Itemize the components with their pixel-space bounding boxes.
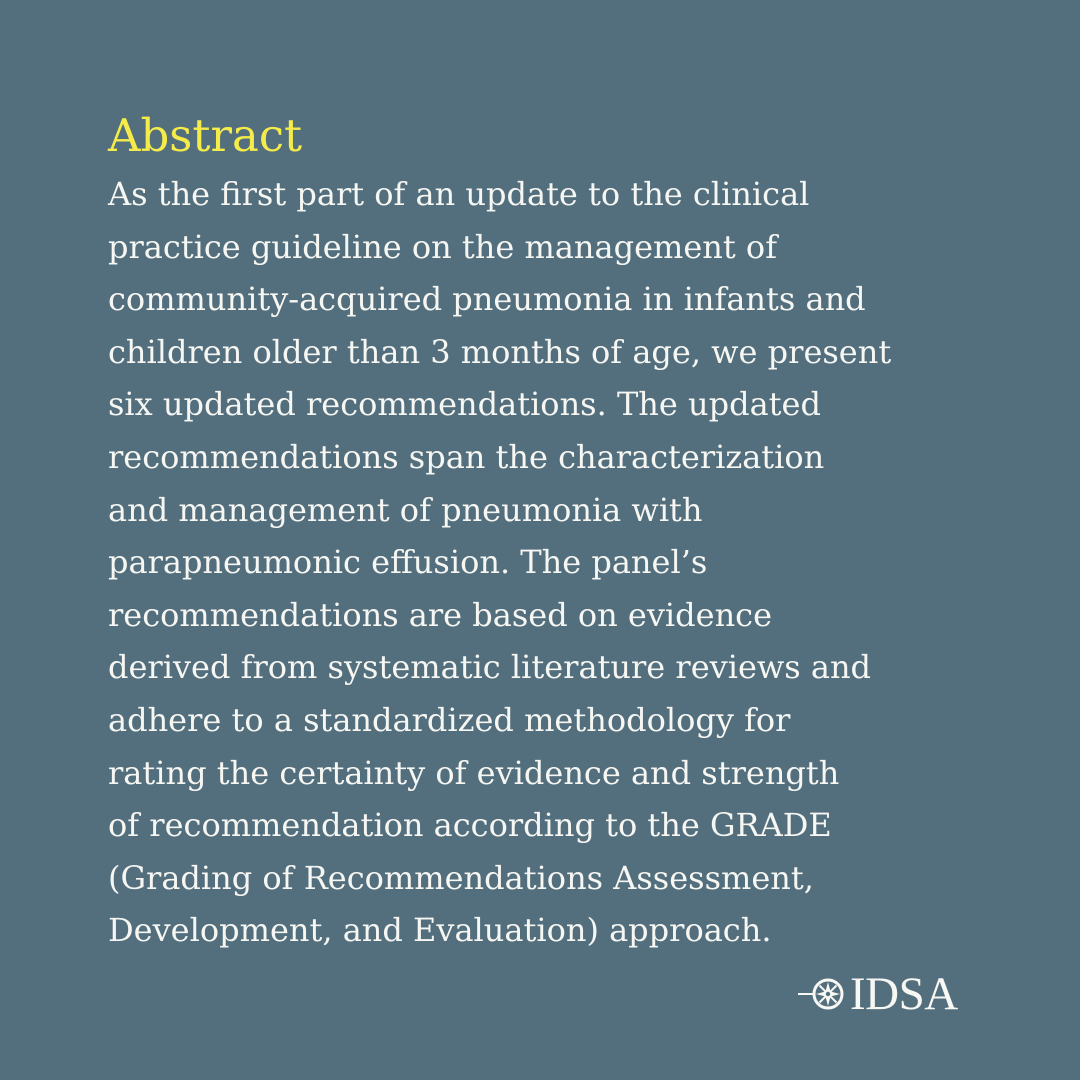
abstract-line: recommendations are based on evidence (108, 595, 773, 634)
abstract-line: children older than 3 months of age, we present (108, 332, 892, 371)
abstract-line: adhere to a standardized methodology for (108, 700, 791, 739)
idsa-logo (796, 966, 976, 1022)
abstract-heading: Abstract (108, 109, 303, 162)
abstract-line: community-acquired pneumonia in infants and (108, 280, 866, 319)
abstract-line: Development, and Evaluation) approach. (108, 911, 772, 950)
abstract-line: rating the certainty of evidence and strength (108, 753, 840, 792)
abstract-line: and management of pneumonia with (108, 490, 703, 529)
abstract-line: recommendations span the characterization (108, 437, 825, 476)
abstract-line: six updated recommendations. The updated (108, 385, 821, 424)
abstract-line: of recommendation according to the GRADE (108, 806, 832, 845)
abstract-line: As the first part of an update to the clinical (108, 175, 810, 213)
abstract-line: derived from systematic literature reviews and (108, 648, 872, 687)
abstract-line: (Grading of Recommendations Assessment, (108, 858, 814, 897)
logo-wordmark: IDSA (850, 968, 958, 1020)
abstract-line: parapneumonic effusion. The panel’s (108, 543, 708, 582)
abstract-line: practice guideline on the management of (108, 227, 778, 266)
idsa-star-circle-icon (796, 966, 852, 1022)
abstract-body (108, 168, 988, 957)
